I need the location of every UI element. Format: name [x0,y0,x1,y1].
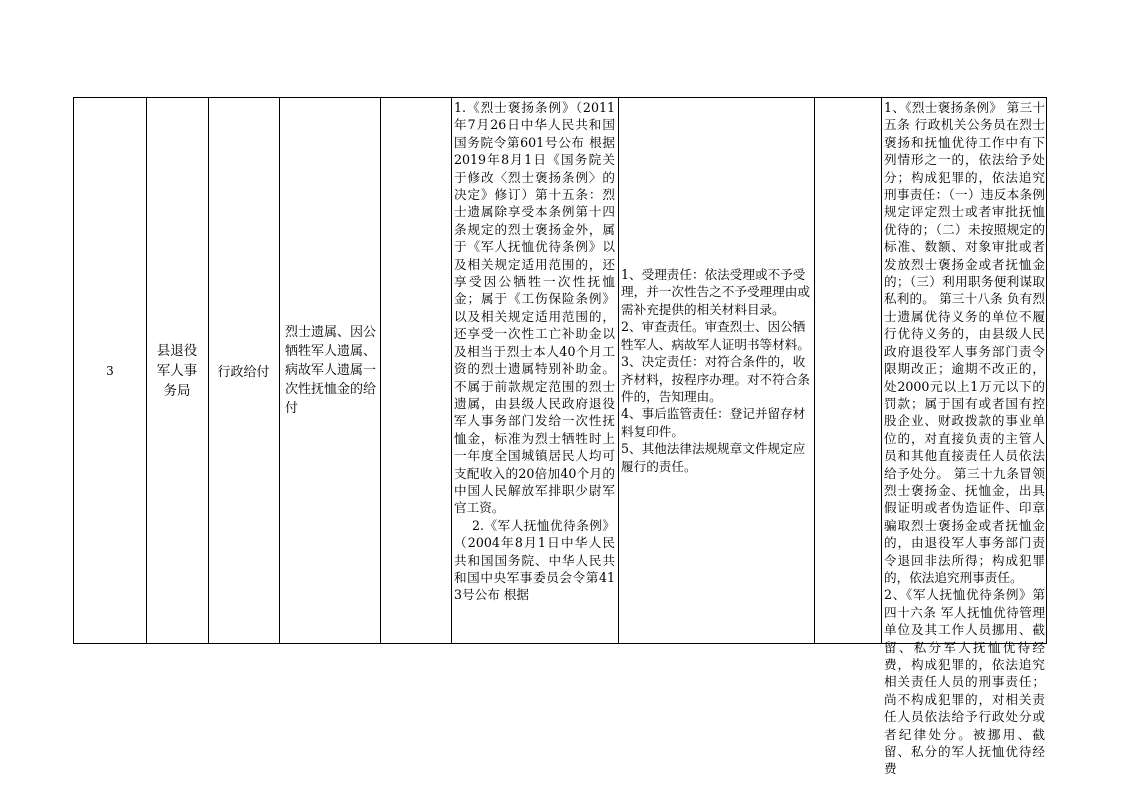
row-number-cell [74,98,146,643]
row-number: 3 [106,363,114,378]
liability-cell [881,98,1048,777]
department-name: 县退役军人事务局 [156,342,198,399]
empty-cell [380,98,451,643]
empty-cell [814,98,881,643]
item-type: 行政给付 [217,365,270,380]
item-name: 烈士遗属、因公牺牲军人遗属、病故军人遗属一次性抚恤金的给付 [285,325,377,416]
legal-basis-cell [451,98,618,643]
duty-table [73,97,1047,777]
department-cell [146,98,208,643]
legal-basis-text: 1.《烈士褒扬条例》（2011年7月26日中华人民共和国国务院令第601号公布 根据2019年8月1日《国务院关于修改〈烈士褒扬条例〉的决定》修订）第十五条：烈士遗属除享受本条例第十四条规定的烈士褒扬金外，属于《军人抚恤优待条例》以及相关规定适用范围的，还享受因公牺牲一次性抚恤金；属于《工伤保险条例》以及相关规定适用范围的，还享受一次性工亡补助金以及相当于烈士本人40个月工资的烈士遗属特别补助金。不属于前款规定范围的烈士遗属，由县级人民政府退役军人事务部门发给一次性抚恤金，标准为烈士牺牲时上一年度全国城镇居民人均可支配收入的20倍加40个月的中国人民解放军排职少尉军官工资。 2.《军人抚恤优待条例》（2004年8月1日中华人民共和国国务院、中华人民共和国中央军事委员会令第413号公布 根据 [454,100,615,603]
item-name-cell [279,98,380,643]
item-type-cell [208,98,279,643]
responsibility-text: 1、受理责任：依法受理或不予受理，并一次性告之不予受理理由或需补充提供的相关材料目录。 2、审查责任。审查烈士、因公牺牲军人、病故军人证明书等材料。 3、决定责任：对符合条件的，收齐材料，按程序办理。对不符合条件的，告知理由。 4、事后监管责任：登记并留存材料复印件。 5、其他法律法规规章文件规定应履行的责任。 [621,267,810,474]
responsibility-cell [618,98,814,643]
liability-text: 1、《烈士褒扬条例》 第三十五条 行政机关公务员在烈士褒扬和抚恤优待工作中有下列情形之一的，依法给予处分；构成犯罪的，依法追究刑事责任：（一）违反本条例规定评定烈士或者审批抚恤优待的；（二）未按照规定的标准、数额、对象审批或者发放烈士褒扬金或者抚恤金的；（三）利用职务便利谋取私利的。 第三十八条 负有烈士遗属优待义务的单位不履行优待义务的，由县级人民政府退役军人事务部门责令限期改正；逾期不改正的，处2000元以上1万元以下的罚款；属于国有或者国有控股企业、财政拨款的事业单位的，对直接负责的主管人员和其他直接责任人员依法给予处分。 第三十九条冒领烈士褒扬金、抚恤金，出具假证明或者伪造证件、印章骗取烈士褒扬金或者抚恤金的，由退役军人事务部门责令退回非法所得；构成犯罪的，依法追究刑事责任。 2、《军人抚恤优待条例》第四十六条 军人抚恤优待管理单位及其工作人员挪用、截留、私分军人抚恤优待经费，构成犯罪的，依法追究相关责任人员的刑事责任；尚不构成犯罪的，对相关责任人员依法给予行政处分或者纪律处分。被挪用、截留、私分的军人抚恤优待经费 [884,100,1045,777]
